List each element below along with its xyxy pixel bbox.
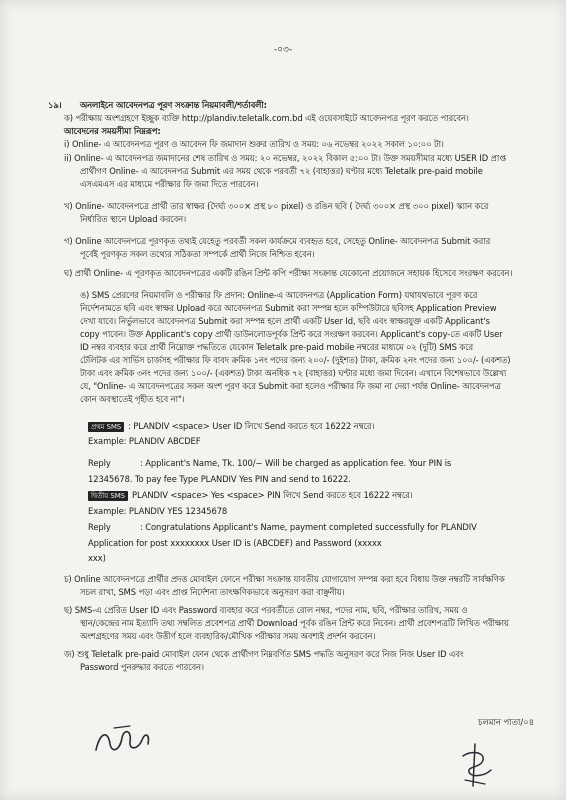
item-ka: ক) পরীক্ষায় অংশগ্রহণে ইচ্ছুক ব্যক্তি http://plandiv.teletalk.com.bd এই ওয়েবসাইটে আবেদনপত্র পূরণ করতে পারবেন। — [64, 113, 469, 123]
sms-first-example: Example: PLANDIV ABCDEF — [88, 436, 201, 446]
item-chha-l3: অংশগ্রহণের সময় এবং উত্তীর্ণ হলে ব্যবহারিক/মৌখিক পরীক্ষার সময় অবশ্যই প্রদর্শন করবেন। — [80, 631, 376, 641]
item-uma-l9: কোন অবস্থাতেই গৃহীত হবে না"। — [80, 394, 185, 404]
item-uma: ঙ) SMS প্রেরণের নিয়মাবলি ও পরীক্ষার ফি প্রদান: Online-এ আবেদনপত্র (Application Form) যথাযথভাবে পূরণ করে — [80, 290, 478, 300]
section-title: অনলাইনে আবেদনপত্র পূরণ সংক্রান্ত নিয়মাবলী/শর্তাবলী: — [80, 100, 267, 110]
reply1-text: : Applicant's Name, Tk. 100/− Will be charged as application fee. Your PIN is — [140, 458, 452, 468]
reply1-cont: 12345678. To pay fee Type PLANDIV Yes PIN and send to 16222. — [88, 474, 351, 484]
initial-signature-left — [90, 720, 160, 760]
page-number: -০৩- — [273, 45, 293, 55]
item-cha-cont: সচল রাখা, SMS পড়া এবং প্রাপ্ত নির্দেশনা তাৎক্ষণিকভাবে অনুসরণ করা বাঞ্ছনীয়। — [80, 587, 345, 597]
item-uma-l2: নির্দেশনামতে ছবি এবং স্বাক্ষর Upload করে আবেদনপত্র Submit করা সম্পন্ন হলে কম্পিউটারে ছবিসহ Application Preview — [80, 303, 497, 313]
reply2-text: : Congratulations Applicant's Name, payment completed successfully for PLANDIV — [140, 522, 477, 532]
deadline-end-cont2: এসএমএস এর মাধ্যমে পরীক্ষার ফি জমা দিতে পারবেন। — [80, 179, 259, 189]
sms-second — [88, 490, 413, 501]
deadline-heading: আবেদনের সময়সীমা নিম্নরূপ: — [64, 126, 161, 136]
reply2-cont: Application for post xxxxxxxx User ID is (ABCDEF) and Password (xxxxx — [88, 538, 382, 548]
reply1-label: Reply — [88, 458, 111, 468]
deadline-end: ii) Online- এ আবেদনপত্র জমাদানের শেষ তারিখ ও সময়: ২০ নভেম্বর, ২০২২ বিকাল ৫:০০ টা। উক্ত সময়সীমার মধ্যে USER ID প্রাপ্ত — [64, 153, 507, 163]
item-ja-cont: Password পুনরুদ্ধার করতে পারবেন। — [80, 662, 204, 672]
continuation-note: চলমান পাতা/০৪ — [478, 717, 535, 727]
section-number: ১৯। — [48, 100, 62, 110]
item-chha: ছ) SMS-এ প্রেরিত User ID এবং Password ব্যবহার করে পরবর্তীতে রোল নম্বর, পদের নাম, ছবি, পরীক্ষার তারিখ, সময় ও — [64, 605, 468, 615]
item-uma-l8: যে, "Online- এ আবেদনপত্রের সকল অংশ পূরণ করে Submit করা হলেও পরীক্ষার ফি জমা না দেয়া পর্যন্ত Online- আবেদনপত্র — [80, 381, 501, 391]
item-kha: খ) Online- আবেদনপত্রে প্রার্থী তার স্বাক্ষর (দৈর্ঘ্য ৩০০× প্রস্থ ৮০ pixel) ও রঙিন ছবি ( দৈর্ঘ্য ৩০০× প্রস্থ ৩০০ pixel) স্ক্যান করে — [64, 201, 489, 211]
item-ga-cont: পূর্বেই পূরণকৃত সকল তথ্যের সঠিকতা সম্পর্কে প্রার্থী নিজে নিশ্চিত হবেন। — [80, 249, 315, 259]
item-ga: গ) Online আবেদনপত্রে পূরণকৃত তথ্যই যেহেতু পরবর্তী সকল কার্যক্রমে ব্যবহৃত হবে, সেহেতু Online- আবেদনপত্র Submit করার — [64, 236, 491, 246]
sms-first-text: : PLANDIV <space> User ID লিখে Send করতে হবে 16222 নম্বরে। — [128, 421, 375, 431]
sms-second-text: PLANDIV <space> Yes <space> PIN লিখে Send করতে হবে 16222 নম্বরে। — [132, 490, 413, 500]
item-kha-cont: নির্ধারিত স্থানে Upload করবেন। — [80, 214, 186, 224]
sms-second-example: Example: PLANDIV YES 12345678 — [88, 506, 228, 516]
item-uma-l6: টেলিটক এর সার্ভিস চার্জসহ পরীক্ষার ফি বাবদ ক্রমিক ১নং পদের জন্য ২০০/- (দুইশত) টাকা, ক্রমিক ২নং পদের জন্য ১০০/- (একশত) — [80, 355, 511, 365]
item-gha: ঘ) প্রার্থী Online- এ পূরণকৃত আবেদনপত্রের একটি রঙিন প্রিন্ট কপি পরীক্ষা সংক্রান্ত যেকোনো প্রয়োজনে সহায়ক হিসেবে সংরক্ষণ করবেন। — [64, 268, 513, 278]
item-ja: জ) শুধু Teletalk pre-paid মোবাইল ফোন থেকে প্রার্থীগণ নিম্নবর্ণিত SMS পদ্ধতি অনুসরণ করে নিজ নিজ User ID এবং — [64, 649, 464, 659]
item-uma-l3: দেখা যাবে। নির্ভুলভাবে আবেদনপত্র Submit করা সম্পন্ন হলে প্রার্থী একটি User Id, ছবি এবং স্বাক্ষরযুক্ত একটি Applicant's — [80, 316, 490, 326]
reply2-label: Reply — [88, 522, 111, 532]
sms-first-label: প্রথম SMS — [88, 422, 124, 432]
sms-first — [88, 421, 374, 432]
item-uma-l4: copy পাবেন। উক্ত Applicant's copy প্রার্থী ডাউনলোডপূর্বক প্রিন্ট করে সংরক্ষণ করবেন। Applicant's copy-তে একটি User — [80, 329, 503, 339]
item-uma-l7: টাকা এবং ক্রমিক ৩নং পদের জন্য ১০০/- (একশত) টাকা অনধিক ৭২ (বাহাত্তর) ঘণ্টার মধ্যে জমা দিবেন। এখানে বিশেষভাবে উল্লেখ্য — [80, 368, 507, 378]
sms-second-label: দ্বিতীয় SMS — [88, 491, 128, 501]
item-uma-l5: ID নম্বর ব্যবহার করে প্রার্থী নিম্নোক্ত পদ্ধতিতে যেকোন Teletalk pre-paid mobile নম্বরের মাধ্যমে ০২ (দুটি) SMS করে — [80, 342, 474, 352]
initial-signature-right — [455, 740, 500, 790]
item-cha: চ) Online আবেদনপত্রে প্রার্থীর প্রদত্ত মোবাইল ফোনে পরীক্ষা সংক্রান্ত যাবতীয় যোগাযোগ সম্পন্ন করা হবে বিধায় উক্ত নম্বরটি সার্বক্ষণিক — [64, 574, 505, 584]
deadline-end-cont1: প্রার্থীগণ Online- এ আবেদনপত্র Submit এর সময় থেকে পরবর্তী ৭২ (বাহাত্তর) ঘণ্টার মধ্যে Teletalk pre-paid mobile — [80, 166, 483, 176]
item-chha-l2: স্থান/কেন্দ্রের নাম ইত্যাদি তথ্য সম্বলিত প্রবেশপত্র প্রার্থী Download পূর্বক রঙিন প্রিন্ট করে নিবেন। প্রার্থী প্রবেশপত্রটি লিখিত পরীক্ষায় — [80, 618, 509, 628]
reply2-cont2: xxx) — [88, 553, 106, 563]
deadline-start: i) Online- এ আবেদনপত্র পূরণ ও আবেদন ফি জমাদান শুরুর তারিখ ও সময়: ০৬ নভেম্বর ২০২২ সকাল ১০:০০ টা। — [64, 139, 444, 149]
